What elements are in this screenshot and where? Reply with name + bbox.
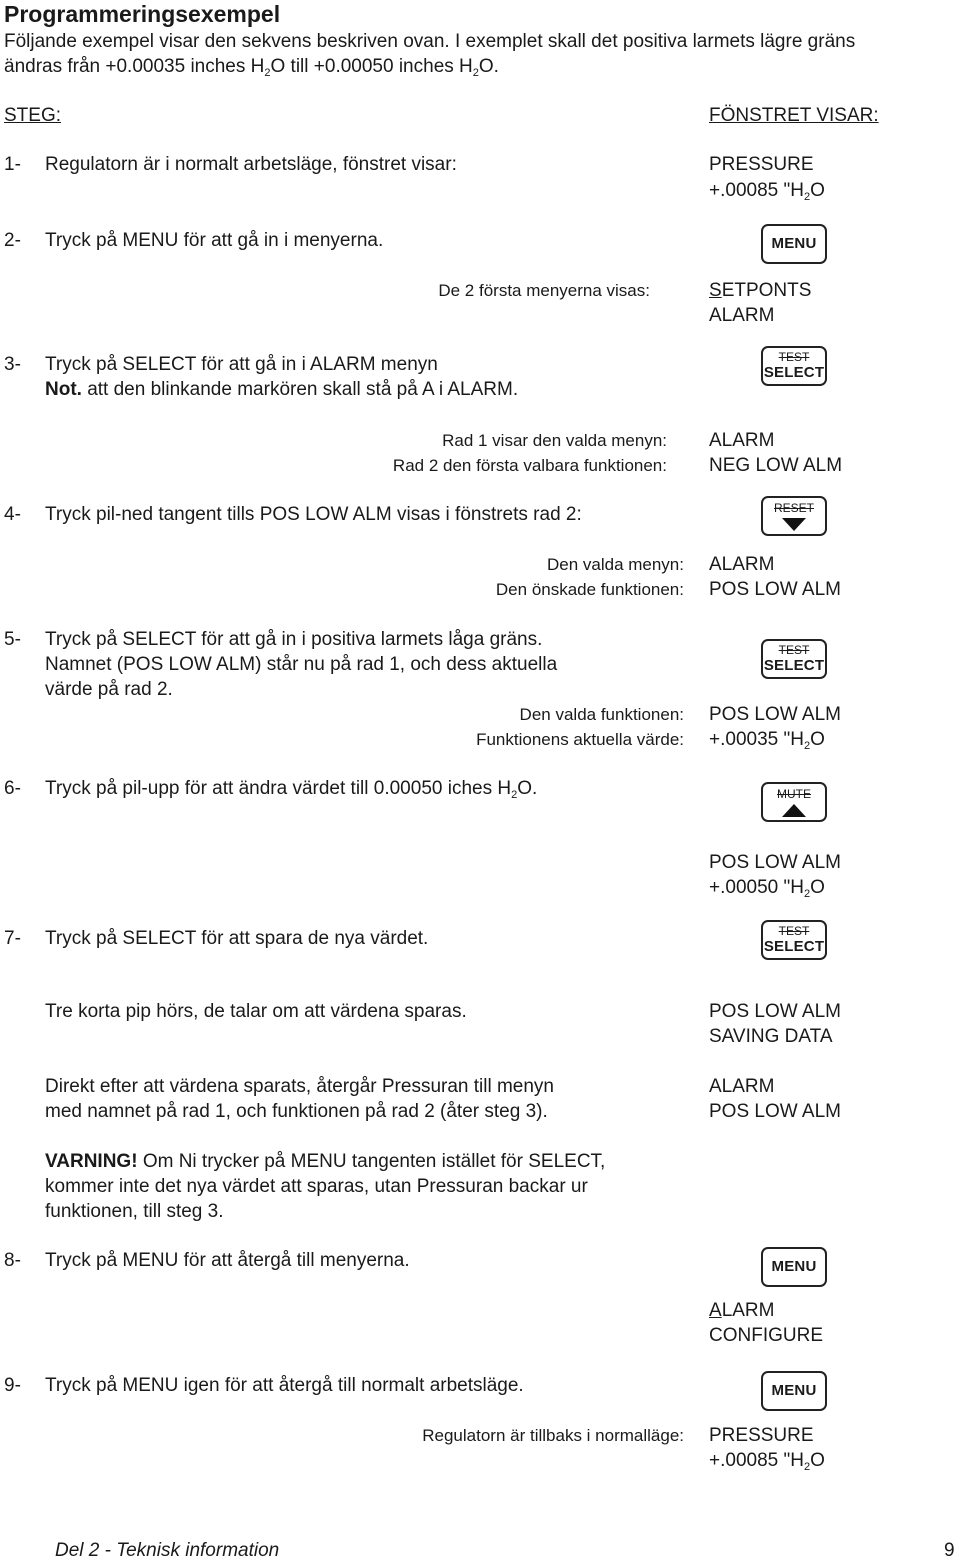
step-7-return-display-line-1: ALARM bbox=[709, 1076, 775, 1097]
menu-key[interactable]: MENU bbox=[761, 1371, 827, 1411]
step-4-display-line-2: POS LOW ALM bbox=[709, 579, 841, 600]
step-7-text: Tryck på SELECT för att spara de nya värdet. bbox=[45, 928, 429, 949]
step-5-number: 5- bbox=[4, 629, 21, 650]
step-2-number: 2- bbox=[4, 230, 21, 251]
menu-key[interactable]: MENU bbox=[761, 224, 827, 264]
display-column-header: FÖNSTRET VISAR: bbox=[709, 105, 879, 126]
step-7-beeps-text: Tre korta pip hörs, de talar om att värdena sparas. bbox=[45, 1001, 467, 1022]
step-3-caption-1: Rad 1 visar den valda menyn: bbox=[442, 431, 667, 450]
step-6-display-line-2: +.00050 "$H_2O$ bbox=[709, 877, 825, 900]
step-1-text: Regulatorn är i normalt arbetsläge, fönstret visar: bbox=[45, 154, 457, 175]
step-5-caption-2: Funktionens aktuella värde: bbox=[476, 730, 684, 749]
menu-key[interactable]: MENU bbox=[761, 1247, 827, 1287]
step-1-number: 1- bbox=[4, 154, 21, 175]
arrow-down-icon bbox=[782, 518, 806, 531]
step-9-note: Regulatorn är tillbaks i normalläge: bbox=[422, 1426, 684, 1445]
step-8-display-line-2: CONFIGURE bbox=[709, 1325, 823, 1346]
test-select-key[interactable]: TEST SELECT bbox=[761, 639, 827, 679]
step-9-display-line-2: +.00085 "$H_2O$ bbox=[709, 1450, 825, 1473]
step-3-note: Not. att den blinkande markören skall stå på A i ALARM. bbox=[45, 379, 519, 400]
step-9-display-line-1: PRESSURE bbox=[709, 1425, 814, 1446]
step-1-display-line-1: PRESSURE bbox=[709, 154, 814, 175]
step-8-text: Tryck på MENU för att återgå till menyerna. bbox=[45, 1250, 410, 1271]
mute-up-key[interactable]: MUTE bbox=[761, 782, 827, 822]
footer-section: Del 2 - Teknisk information bbox=[55, 1540, 280, 1561]
page-title: Programmeringsexempel bbox=[4, 1, 281, 27]
test-select-key[interactable]: TEST SELECT bbox=[761, 346, 827, 386]
warning-line-2: kommer inte det nya värdet att sparas, utan Pressuran backar ur bbox=[45, 1176, 588, 1197]
step-3-caption-2: Rad 2 den första valbara funktionen: bbox=[392, 456, 667, 475]
step-4-display-line-1: ALARM bbox=[709, 554, 775, 575]
step-2-note: De 2 första menyerna visas: bbox=[438, 281, 650, 300]
warning-line-3: funktionen, till steg 3. bbox=[45, 1201, 224, 1222]
step-2-display-line-1: SETPONTS bbox=[709, 280, 812, 301]
intro-line-2: ändras från +0.00035 inches $H_2O$ till +0.00050 inches $H_2O$. bbox=[4, 56, 499, 79]
step-2-text: Tryck på MENU för att gå in i menyerna. bbox=[45, 230, 384, 251]
intro-line-1: Följande exempel visar den sekvens beskriven ovan. I exemplet skall det positiva larmets lägre gräns bbox=[4, 31, 856, 52]
reset-down-key[interactable]: RESET bbox=[761, 496, 827, 536]
step-7-return-line-2: med namnet på rad 1, och funktionen på rad 2 (åter steg 3). bbox=[45, 1101, 548, 1122]
step-5-display-line-2: +.00035 "$H_2O$ bbox=[709, 729, 825, 752]
step-3-number: 3- bbox=[4, 354, 21, 375]
step-6-number: 6- bbox=[4, 778, 21, 799]
step-8-display-line-1: ALARM bbox=[709, 1300, 775, 1321]
step-7-return-line-1: Direkt efter att värdena sparats, återgår Pressuran till menyn bbox=[45, 1076, 555, 1097]
step-3-text: Tryck på SELECT för att gå in i ALARM menyn bbox=[45, 354, 438, 375]
step-4-caption-2: Den önskade funktionen: bbox=[495, 580, 684, 599]
step-4-caption-1: Den valda menyn: bbox=[546, 555, 684, 574]
arrow-up-icon bbox=[782, 804, 806, 817]
steps-column-header: STEG: bbox=[4, 105, 62, 126]
page-number: 9 bbox=[944, 1540, 955, 1561]
step-8-number: 8- bbox=[4, 1250, 21, 1271]
step-3-display-line-1: ALARM bbox=[709, 430, 775, 451]
step-6-text: Tryck på pil-upp för att ändra värdet till 0.00050 iches $H_2O$. bbox=[45, 778, 538, 801]
step-4-text: Tryck pil-ned tangent tills POS LOW ALM visas i fönstrets rad 2: bbox=[45, 504, 582, 525]
step-7-return-display-line-2: POS LOW ALM bbox=[709, 1101, 841, 1122]
step-5-line-2: Namnet (POS LOW ALM) står nu på rad 1, och dess aktuella bbox=[45, 654, 558, 675]
step-7-display-line-1: POS LOW ALM bbox=[709, 1001, 841, 1022]
step-2-display-line-2: ALARM bbox=[709, 305, 775, 326]
step-5-display-line-1: POS LOW ALM bbox=[709, 704, 841, 725]
step-5-line-3: värde på rad 2. bbox=[45, 679, 173, 700]
step-9-number: 9- bbox=[4, 1375, 21, 1396]
step-5-line-1: Tryck på SELECT för att gå in i positiva larmets låga gräns. bbox=[45, 629, 543, 650]
step-4-number: 4- bbox=[4, 504, 21, 525]
warning-line-1: VARNING! Om Ni trycker på MENU tangenten istället för SELECT, bbox=[45, 1151, 606, 1172]
step-7-number: 7- bbox=[4, 928, 21, 949]
step-7-display-line-2: SAVING DATA bbox=[709, 1026, 833, 1047]
test-select-key[interactable]: TEST SELECT bbox=[761, 920, 827, 960]
step-5-caption-1: Den valda funktionen: bbox=[519, 705, 684, 724]
step-1-display-line-2: +.00085 "$H_2O$ bbox=[709, 180, 825, 203]
step-3-display-line-2: NEG LOW ALM bbox=[709, 455, 843, 476]
step-6-display-line-1: POS LOW ALM bbox=[709, 852, 841, 873]
step-9-text: Tryck på MENU igen för att återgå till normalt arbetsläge. bbox=[45, 1375, 524, 1396]
